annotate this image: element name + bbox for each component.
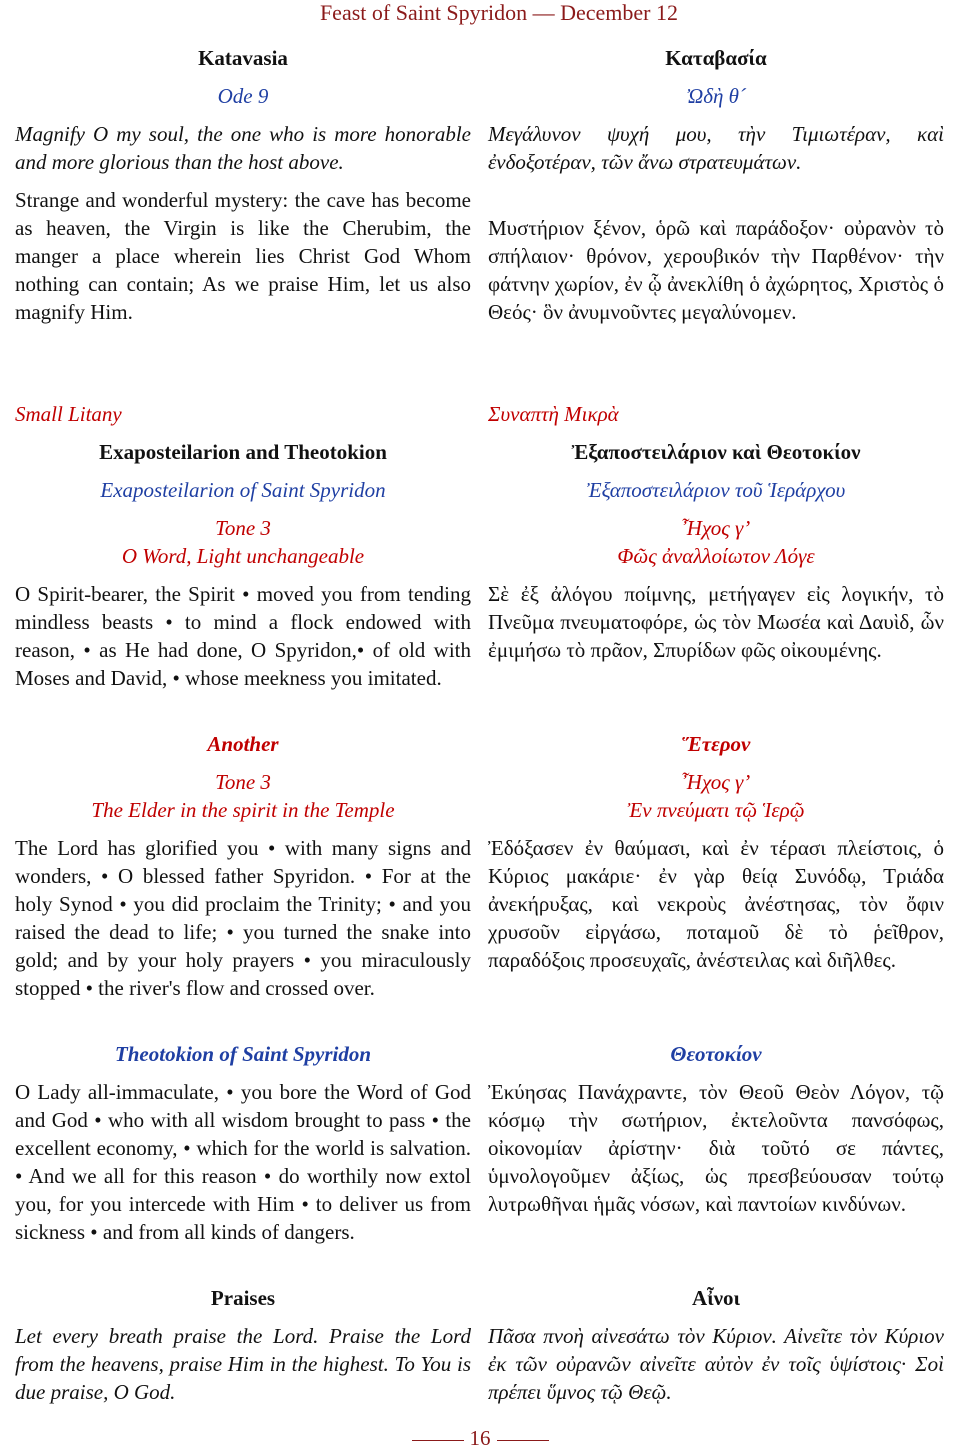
another-text: The Lord has glorified you • with many signs and wonders, • O blessed father Spyridon. • For at the holy Synod • you did proclaim the Trinity; • and you raised the dead to life; • you turned the snake into gold; and by your holy prayers • you miraculously stopped • the river's flow and crossed over. xyxy=(15,836,471,1000)
ode-label: Ode 9 xyxy=(217,84,269,108)
exaposteilarion-heading-greek: Ἐξαποστειλάριον καὶ Θεοτοκίον xyxy=(571,440,861,464)
another-text-greek: Ἐδόξασεν ἐν θαύμασι, καὶ ἐν τέρασι πλείστοις, ὁ Κύριος μακάριε· ἐν γὰρ θείᾳ Συνόδῳ, Τριάδα ἀνεκήρυξας, καὶ νεκροὺς ἀνέστησας, τὸν ὄφιν χρυσοῦν εἰργάσω, ποταμοῦ δὲ τὸ ῥεῖθρον, παραδόξοις προσευχαῖς, ἀνέστειλας καὶ διῆλθες. xyxy=(488,836,944,972)
katavasia-hymn: Strange and wonderful mystery: the cave has become as heaven, the Virgin is like the Cherubim, the manger a place wherein lies Christ God Whom nothing can contain; As we praise Him, let us also magnify Him. xyxy=(15,188,471,324)
another-greek xyxy=(488,730,944,974)
katavasia-english xyxy=(15,44,471,326)
theotokion-english xyxy=(15,1040,471,1246)
another-melody-label: The Elder in the spirit in the Temple xyxy=(91,798,395,822)
magnify-verse: Magnify O my soul, the one who is more honorable and more glorious than the host above. xyxy=(15,122,471,174)
theotokion-greek xyxy=(488,1040,944,1218)
another-english xyxy=(15,730,471,1002)
another-heading-greek: Ἕτερον xyxy=(681,732,751,756)
page-footer xyxy=(0,1424,960,1452)
magnify-verse-greek: Μεγάλυνον ψυχή μου, τὴν Τιμιωτέραν, καὶ ἐνδοξοτέραν, τῶν ἄνω στρατευμάτων. xyxy=(488,122,944,174)
praises-english xyxy=(15,1284,471,1406)
katavasia-hymn-greek: Μυστήριον ξένον, ὁρῶ καὶ παράδοξον· οὐρανὸν τὸ σπήλαιον· θρόνον, χερουβικόν τὴν Παρθένον· τὴν φάτνην χωρίον, ἐν ᾧ ἀνεκλίθη ὁ ἀχώρητος, Χριστὸς ὁ Θεός· ὃν ἀνυμνοῦντες μεγαλύνομεν. xyxy=(488,216,944,324)
theotokion-heading-greek: Θεοτοκίον xyxy=(670,1042,762,1066)
exaposteilarion-subheading-greek: Ἐξαποστειλάριον τοῦ Ἱεράρχου xyxy=(586,478,846,502)
praises-greek xyxy=(488,1284,944,1406)
page-number: 16 xyxy=(469,1426,491,1450)
ode-label-greek: Ὠδὴ θ´ xyxy=(686,84,746,108)
praises-heading: Praises xyxy=(210,1286,276,1310)
theotokion-heading: Theotokion of Saint Spyridon xyxy=(114,1042,372,1066)
exaposteilarion-text: O Spirit-bearer, the Spirit • moved you from tending mindless beasts • to mind a flock endowed with reason, • as He had done, O Spyridon,• of old with Moses and David, • whose meekness you imitated. xyxy=(15,582,471,690)
theotokion-text-greek: Ἐκύησας Πανάχραντε, τὸν Θεοῦ Θεὸν Λόγον, τῷ κόσμῳ τὴν σωτήριον, ἐκτελοῦντα πανσόφως, οἰκονομίαν ἀρίστην· διὰ τοῦτό σε πάντες, ὑμνολογοῦμεν ἀξίως, ὡς πρεσβεύουσαν τούτῳ λυτρωθῆναι ἡμᾶς νόσων, καὶ παντοίων κινδύνων. xyxy=(488,1080,944,1216)
tone-label: Tone 3 xyxy=(215,516,271,540)
exaposteilarion-heading: Exaposteilarion and Theotokion xyxy=(99,440,387,464)
small-litany-rubric-greek: Συναπτὴ Μικρὰ xyxy=(488,402,619,426)
melody-label-greek: Φῶς ἀναλλοίωτον Λόγε xyxy=(617,544,815,568)
melody-label: O Word, Light unchangeable xyxy=(121,544,365,568)
exaposteilarion-english xyxy=(15,400,471,692)
theotokion-text: O Lady all-immaculate, • you bore the Word of God and God • who with all wisdom brought to pass • the excellent economy, • which for the world is salvation. • And we all for this reason • do worthily now extol you, for you intercede with Him • to deliver us from sickness • and from all kinds of dangers. xyxy=(15,1080,471,1244)
katavasia-heading: Katavasia xyxy=(198,46,288,70)
exaposteilarion-subheading: Exaposteilarion of Saint Spyridon xyxy=(100,478,386,502)
footer-rule-left xyxy=(412,1440,464,1441)
small-litany-rubric: Small Litany xyxy=(15,402,122,426)
running-header: Feast of Saint Spyridon — December 12 xyxy=(319,0,678,25)
another-tone-label-greek: Ἦχος γ’ xyxy=(681,770,751,794)
another-tone-label: Tone 3 xyxy=(215,770,271,794)
another-melody-label-greek: Ἐν πνεύματι τῷ Ἱερῷ xyxy=(627,798,805,822)
exaposteilarion-text-greek: Σὲ ἐξ ἀλόγου ποίμνης, μετήγαγεν εἰς λογικήν, τὸ Πνεῦμα πνευματοφόρε, ὡς τὸν Μωσέα καὶ Δαυὶδ, ὧν ἐμιμήσω τὸ πρᾶον, Σπυρίδων φῶς οἰκουμένης. xyxy=(488,582,944,662)
praises-heading-greek: Αἶνοι xyxy=(691,1286,741,1310)
footer-rule-right xyxy=(497,1440,549,1441)
another-heading: Another xyxy=(207,732,279,756)
katavasia-heading-greek: Καταβασία xyxy=(665,46,767,70)
tone-label-greek: Ἦχος γ’ xyxy=(681,516,751,540)
praises-text-greek: Πᾶσα πνοὴ αἰνεσάτω τὸν Κύριον. Αἰνεῖτε τὸν Κύριον ἐκ τῶν οὐρανῶν αἰνεῖτε αὐτὸν ἐν τοῖς ὑψίστοις· Σοὶ πρέπει ὕμνος τῷ Θεῷ. xyxy=(488,1324,944,1404)
katavasia-greek xyxy=(488,44,944,326)
exaposteilarion-greek xyxy=(488,400,944,664)
praises-text: Let every breath praise the Lord. Praise the Lord from the heavens, praise Him in the highest. To You is due praise, O God. xyxy=(15,1324,471,1404)
